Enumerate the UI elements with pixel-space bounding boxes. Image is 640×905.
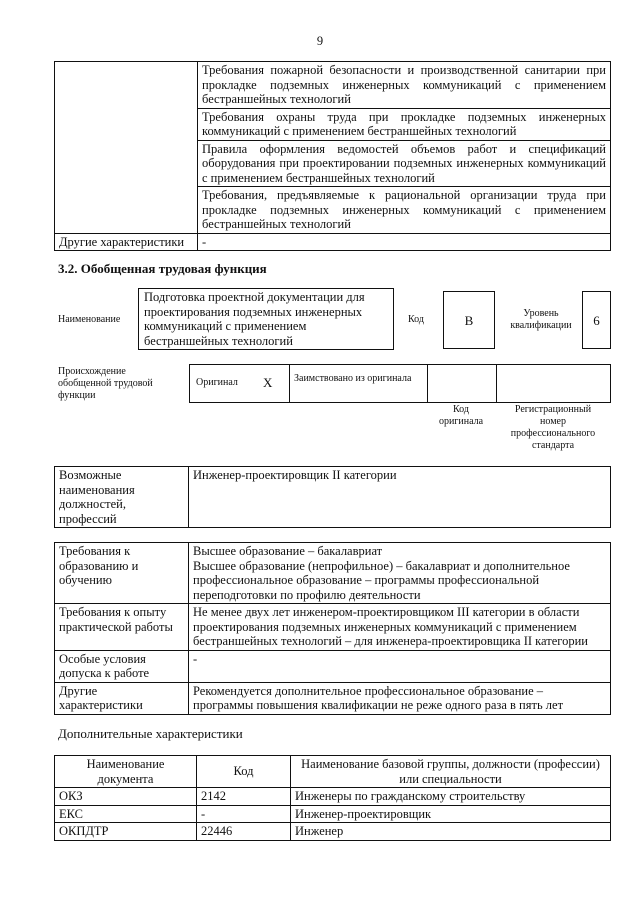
origin-label: Происхождение обобщенной трудовой функции — [58, 366, 153, 401]
level-label: Уровень квалификации — [510, 308, 572, 331]
table-row — [55, 788, 611, 806]
section-heading: 3.2. Обобщенная трудовая функция — [58, 261, 267, 276]
column-header: Наименование базовой группы, должности (профессии) или специальности — [291, 756, 611, 788]
table-row — [55, 682, 611, 714]
extra-table — [54, 755, 611, 841]
requirement-value: Рекомендуется дополнительное профессиональное образование – программы повышения квалификации не реже одного раза в пять лет — [189, 682, 611, 714]
table-cell: Инженер-проектировщик — [291, 805, 611, 823]
table-row — [55, 805, 611, 823]
other-characteristics-label: Другие характеристики — [55, 233, 198, 251]
original-label: Оригинал — [196, 377, 238, 388]
requirement-label: Требования к образованию и обучению — [55, 543, 189, 604]
knowledge-table — [54, 61, 611, 251]
requirement-label: Другие характеристики — [55, 682, 189, 714]
extra-heading: Дополнительные характеристики — [58, 726, 243, 741]
positions-label: Возможные наименования должностей, профессий — [55, 467, 189, 528]
table-cell: ЕКС — [55, 805, 197, 823]
table-row — [55, 233, 611, 251]
table-row — [55, 604, 611, 651]
table-cell: Правила оформления ведомостей объемов работ и спецификаций оборудования при проектировании подземных инженерных коммуникаций с применением бестраншейных технологий — [198, 140, 611, 187]
code-label: Код — [408, 314, 424, 325]
table-row — [55, 543, 611, 604]
positions-table — [54, 466, 611, 528]
column-header: Наименование документа — [55, 756, 197, 788]
level-value: 6 — [593, 313, 600, 328]
table-cell: 22446 — [197, 823, 291, 841]
reg-caption: Регистрационный номер профессионального стандарта — [510, 404, 596, 451]
name-value-box — [138, 288, 394, 350]
table-cell: - — [197, 805, 291, 823]
table-cell: Инженеры по гражданскому строительству — [291, 788, 611, 806]
other-characteristics-value: - — [198, 233, 611, 251]
table-header-row — [55, 756, 611, 788]
name-label: Наименование — [58, 314, 121, 325]
table-row — [55, 62, 611, 109]
table-cell: Требования охраны труда при прокладке подземных инженерных коммуникаций с применением бестраншейных технологий — [198, 108, 611, 140]
table-cell: Инженер — [291, 823, 611, 841]
table-row — [55, 823, 611, 841]
function-name: Подготовка проектной документации для проектирования подземных инженерных коммуникаций с применением бестраншейных технологий — [144, 290, 365, 348]
code-box — [443, 291, 495, 349]
requirements-table — [54, 542, 611, 715]
table-row — [55, 650, 611, 682]
code-value: B — [464, 313, 474, 328]
requirement-value: Высшее образование – бакалавриат Высшее образование (непрофильное) – бакалавриат и дополнительное профессиональное образование – программы профессиональной переподготовки по профилю деятельности — [189, 543, 611, 604]
table-cell: ОКПДТР — [55, 823, 197, 841]
requirement-label: Особые условия допуска к работе — [55, 650, 189, 682]
page-number: 9 — [316, 34, 324, 48]
table-cell: Требования пожарной безопасности и производственной санитарии при прокладке подземных инженерных коммуникаций с применением бестраншейных технологий — [198, 62, 611, 109]
origin-box — [189, 364, 611, 403]
requirement-value: - — [189, 650, 611, 682]
column-header: Код — [197, 756, 291, 788]
requirement-label: Требования к опыту практической работы — [55, 604, 189, 651]
table-cell: ОКЗ — [55, 788, 197, 806]
borrowed-label: Заимствовано из оригинала — [294, 373, 412, 384]
original-mark: X — [263, 375, 273, 390]
level-box — [582, 291, 611, 349]
requirement-value: Не менее двух лет инженером-проектировщиком III категории в области проектирования подземных инженерных коммуникаций с применением бестраншейных технологий – для инженера-проектировщика II категории — [189, 604, 611, 651]
table-cell: Требования, предъявляемые к рациональной организации труда при прокладке подземных инженерных коммуникаций с применением бестраншейных технологий — [198, 187, 611, 234]
code-caption: Код оригинала — [438, 404, 484, 427]
table-row — [55, 467, 611, 528]
positions-value: Инженер-проектировщик II категории — [189, 467, 611, 528]
table-cell: 2142 — [197, 788, 291, 806]
